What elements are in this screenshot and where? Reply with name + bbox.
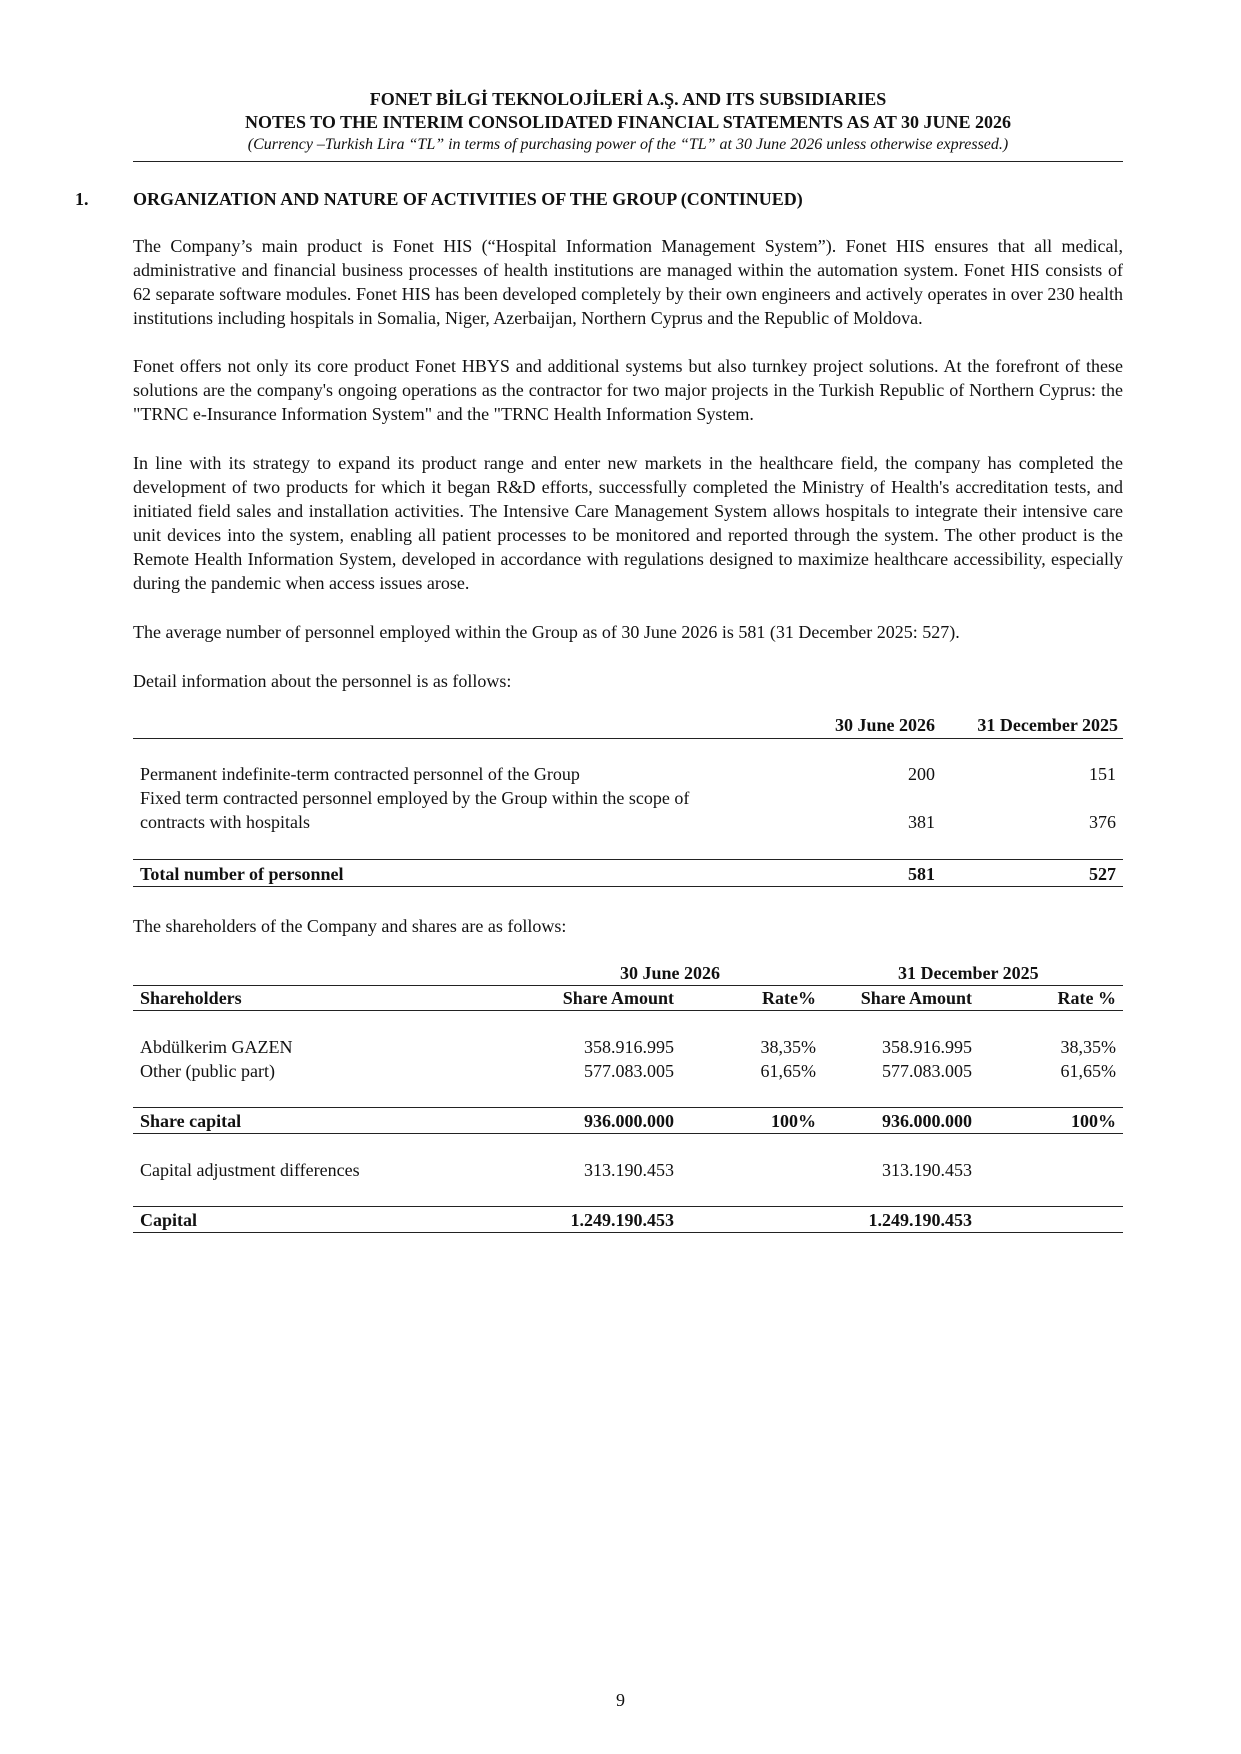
col-share-amount-2026: Share Amount	[562, 988, 674, 1008]
paragraph-shareholders-intro: The shareholders of the Company and shares are as follows:	[133, 916, 567, 936]
shareholder-row-gazen-amount-2026: 358.916.995	[584, 1037, 674, 1057]
col-share-amount-2025: Share Amount	[860, 988, 972, 1008]
shareholder-row-public-amount-2025: 577.083.005	[882, 1061, 972, 1081]
capital-amount-2025: 1.249.190.453	[868, 1210, 972, 1230]
paragraph-main-product: The Company’s main product is Fonet HIS (“Hospital Information Management System”). Fonet HIS ensures that all medical, administrative and financial business processes of health institutions are managed within the automation system. Fonet HIS consists of 62 separate software modules. Fonet HIS has been developed completely by their own engineers and actively operates in over 230 health institutions including hospitals in Somalia, Niger, Azerbaijan, Northern Cyprus and the Republic of Moldova.	[133, 236, 1123, 328]
shareholder-row-public-name: Other (public part)	[140, 1061, 275, 1081]
shareholders-period-2025: 31 December 2025	[898, 963, 1039, 983]
shareholder-row-public-rate-2026: 61,65%	[760, 1061, 816, 1081]
shareholder-row-gazen-rate-2026: 38,35%	[760, 1037, 816, 1057]
col-rate-2025: Rate %	[1057, 988, 1116, 1008]
header-divider	[133, 161, 1123, 162]
company-name: FONET BİLGİ TEKNOLOJİLERİ A.Ş. AND ITS SUBSIDIARIES	[369, 89, 887, 109]
capital-amount-2026: 1.249.190.453	[570, 1210, 674, 1230]
page-header	[133, 88, 1123, 156]
share-capital-rate-2026: 100%	[771, 1111, 816, 1131]
paragraph-personnel-count: The average number of personnel employed within the Group as of 30 June 2026 is 581 (31 December 2025: 527).	[133, 622, 960, 642]
personnel-row-permanent-2025: 151	[1089, 764, 1116, 784]
paragraph-strategy: In line with its strategy to expand its product range and enter new markets in the healthcare field, the company has completed the development of two products for which it began R&D efforts, successfully completed the Ministry of Health's accreditation tests, and initiated field sales and installation activities. The Intensive Care Management System allows hospitals to integrate their intensive care unit devices into the system, enabling all patient processes to be monitored and reported through the system. The other product is the Remote Health Information System, developed in accordance with regulations designed to maximize healthcare accessibility, especially during the pandemic when access issues arose.	[133, 453, 1123, 593]
adjustment-amount-2025: 313.190.453	[882, 1160, 972, 1180]
shareholder-row-public-rate-2025: 61,65%	[1060, 1061, 1116, 1081]
document-title: NOTES TO THE INTERIM CONSOLIDATED FINANCIAL STATEMENTS AS AT 30 JUNE 2026	[244, 112, 1012, 132]
personnel-row-fixed-2025: 376	[1089, 812, 1116, 832]
col-shareholders: Shareholders	[140, 988, 242, 1008]
share-capital-label: Share capital	[140, 1111, 242, 1131]
personnel-col-2026: 30 June 2026	[834, 715, 935, 735]
share-capital-amount-2025: 936.000.000	[882, 1111, 972, 1131]
shareholder-row-gazen-name: Abdülkerim GAZEN	[140, 1037, 293, 1057]
share-capital-rate-2025: 100%	[1071, 1111, 1116, 1131]
personnel-row-permanent-label: Permanent indefinite-term contracted personnel of the Group	[140, 764, 580, 784]
personnel-total-2025: 527	[1089, 864, 1116, 884]
shareholder-row-gazen-amount-2025: 358.916.995	[882, 1037, 972, 1057]
personnel-total-label: Total number of personnel	[140, 864, 344, 884]
paragraph-personnel-intro: Detail information about the personnel is as follows:	[133, 671, 512, 691]
personnel-total-2026: 581	[908, 864, 935, 884]
personnel-row-permanent-2026: 200	[908, 764, 935, 784]
personnel-row-fixed-label-1: Fixed term contracted personnel employed by the Group within the scope of	[140, 788, 690, 808]
share-capital-amount-2026: 936.000.000	[584, 1111, 674, 1131]
capital-label: Capital	[140, 1210, 198, 1230]
adjustment-amount-2026: 313.190.453	[584, 1160, 674, 1180]
personnel-col-2025: 31 December 2025	[977, 715, 1118, 735]
paragraph-turnkey: Fonet offers not only its core product Fonet HBYS and additional systems but also turnkey project solutions. At the forefront of these solutions are the company's ongoing operations as the contractor for two major projects in the Turkish Republic of Northern Cyprus: the "TRNC e-Insurance Information System" and the "TRNC Health Information System.	[133, 356, 1123, 424]
shareholder-row-public-amount-2026: 577.083.005	[584, 1061, 674, 1081]
section-title: ORGANIZATION AND NATURE OF ACTIVITIES OF THE GROUP (CONTINUED)	[133, 189, 803, 209]
shareholder-row-gazen-rate-2025: 38,35%	[1060, 1037, 1116, 1057]
page-number: 9	[616, 1690, 625, 1710]
section-number: 1.	[75, 189, 89, 209]
shareholders-period-2026: 30 June 2026	[620, 963, 721, 983]
personnel-row-fixed-label-2: contracts with hospitals	[140, 812, 310, 832]
currency-note: (Currency –Turkish Lira “TL” in terms of purchasing power of the “TL” at 30 June 2026 unless otherwise expressed.)	[247, 136, 1009, 153]
col-rate-2026: Rate%	[762, 988, 816, 1008]
adjustment-label: Capital adjustment differences	[140, 1160, 360, 1180]
personnel-row-fixed-2026: 381	[908, 812, 935, 832]
